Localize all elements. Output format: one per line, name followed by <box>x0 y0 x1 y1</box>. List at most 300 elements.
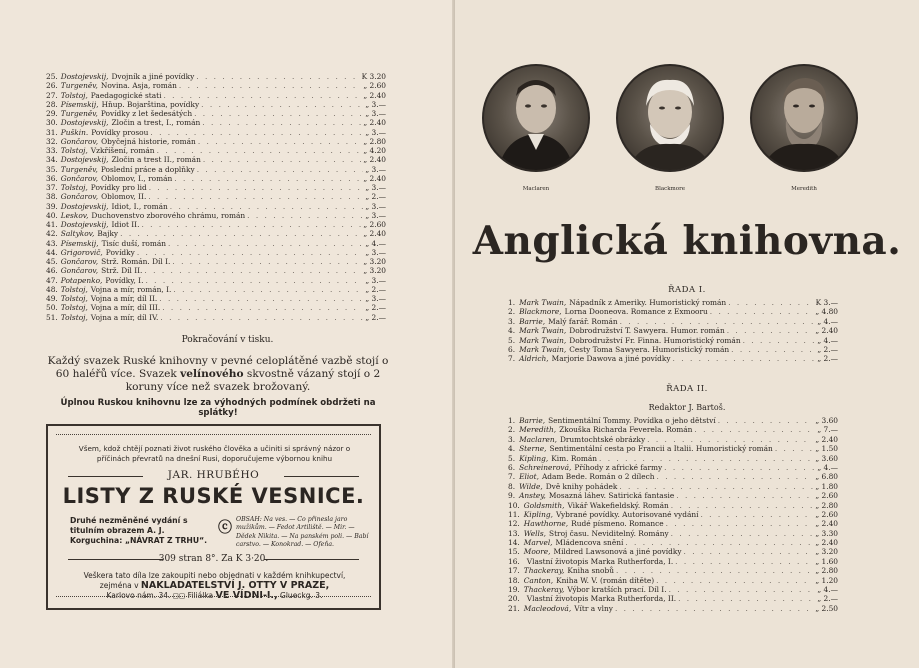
item-author: Dostojevskij, <box>60 72 109 81</box>
leader-dots <box>144 266 361 275</box>
dotted-rule-bottom <box>56 596 371 598</box>
item-number: 39. <box>46 201 58 211</box>
leader-dots <box>599 454 813 463</box>
leader-dots <box>148 192 363 201</box>
item-title: Dobrodružství Fr. Finna. Humoristický román <box>569 335 741 345</box>
item-title: Nápadník z Ameriky. Humoristický román <box>569 298 727 307</box>
item-author: Písemskij, <box>60 238 99 248</box>
item-price: „ 3.— <box>365 183 386 192</box>
item-price: „ 3.— <box>365 210 386 220</box>
item-author: Canton, <box>523 575 554 585</box>
item-title: Vítr a vlny <box>574 603 613 613</box>
leader-dots <box>647 435 813 444</box>
item-number: 2. <box>508 425 516 435</box>
copyright-icon: ⓒ <box>218 520 232 536</box>
series-2-list <box>508 416 838 613</box>
ad-publisher: JAR. HRUBÉHO <box>167 469 260 481</box>
binding-text-2: skvostně vázaný stojí o 2 koruny více než svazek brožovaný. <box>125 368 381 394</box>
item-author: Puškin. <box>60 127 89 137</box>
item-title: Idiot, I., román <box>111 201 168 211</box>
item-author: Grigorovič, <box>60 247 103 257</box>
ad-contents: OBSAH: Na ves. — Co přinesla jaro mužikům. — Fedot Artiliště. — Mir. — Dědek Nikita. — Na panském poli. — Babí carstvo. — Konokrad. — Ofeňa. <box>236 516 369 548</box>
portrait-meredith <box>750 64 858 172</box>
item-author: Tolstoj, <box>60 146 88 155</box>
item-number: 41. <box>46 220 58 229</box>
item-title: Oblomov, II. <box>101 192 147 202</box>
item-number: 3. <box>508 316 516 326</box>
item-number: 50. <box>46 303 58 313</box>
item-price: „ 2.40 <box>363 90 386 100</box>
item-number: 19. <box>508 585 520 595</box>
series-2-editor: Redaktor J. Bartoš. <box>648 403 726 412</box>
item-price: „ 2.40 <box>815 538 838 548</box>
item-number: 31. <box>46 127 58 137</box>
item-author: Mark Twain, <box>519 344 567 354</box>
leader-dots <box>669 585 816 594</box>
item-author: Saltykov, <box>60 229 95 239</box>
item-price: „ 3.30 <box>815 528 838 538</box>
leader-dots <box>671 529 814 538</box>
list-item <box>46 100 386 109</box>
item-number: 7. <box>508 472 516 482</box>
portrait-blackmore <box>616 64 724 172</box>
item-author: Macleodová, <box>523 603 572 613</box>
item-author: Písemskij, <box>60 99 99 109</box>
item-number: 28. <box>46 99 58 109</box>
item-author: Tolstoj, <box>60 303 88 313</box>
item-price: „ 2.80 <box>363 136 386 146</box>
item-author: Gončarov, <box>60 266 99 276</box>
item-number: 51. <box>46 312 58 322</box>
portrait-label-maclaren: Maclaren <box>522 186 550 192</box>
item-price: „ 3.20 <box>363 266 386 276</box>
item-number: 43. <box>46 238 58 248</box>
item-title: Zkouška Richarda Feverela. Román <box>559 425 693 435</box>
leader-dots <box>671 501 814 510</box>
item-price: K 3.20 <box>361 72 386 81</box>
list-item <box>508 594 838 603</box>
portrait-maclaren-image <box>484 66 588 170</box>
item-title: Paedagogické stati <box>90 90 162 100</box>
item-number: 10. <box>508 500 520 510</box>
item-title: Novina. Asja, román <box>100 81 177 91</box>
item-price: „ 2.40 <box>363 118 386 128</box>
item-price: „ 7.— <box>817 425 838 435</box>
item-author: Dostojevskij, <box>60 201 109 211</box>
item-number: 7. <box>508 354 516 364</box>
item-price: „ 3.— <box>365 164 386 174</box>
item-title: Vojna a mír, díl IV. <box>90 312 159 322</box>
item-author: Turgeněv, <box>60 109 98 118</box>
item-author: Turgeněv, <box>60 81 98 91</box>
list-item <box>46 137 386 146</box>
list-item <box>508 538 838 547</box>
portrait-blackmore-image <box>618 66 722 170</box>
item-title: Vojna a mír, román, I. <box>90 284 172 294</box>
list-item <box>46 165 386 174</box>
item-number: 8. <box>508 481 516 491</box>
item-price: „ 2.— <box>817 344 838 354</box>
leader-dots <box>170 202 364 211</box>
item-price: „ 4.— <box>817 462 838 472</box>
leader-dots <box>141 220 361 229</box>
series-1-heading: ŘADA I. <box>668 285 706 295</box>
list-item <box>46 220 386 229</box>
item-title: Obyčejná historie, román <box>101 136 196 146</box>
leader-dots <box>172 257 361 266</box>
item-author: Mark Twain, <box>519 326 567 336</box>
item-title: Rudé písmeno. Romance <box>571 519 664 529</box>
item-author: Kipling, <box>523 509 553 519</box>
leader-dots <box>731 345 815 354</box>
item-author: Barrie, <box>519 416 546 425</box>
item-title: Drumtochtské obrázky <box>559 434 646 444</box>
russian-library-list <box>46 72 386 322</box>
item-price: „ 2.40 <box>815 434 838 444</box>
leader-dots <box>150 128 363 137</box>
item-author: Kipling, <box>519 453 549 463</box>
installment-note: Úplnou Ruskou knihovnu lze za výhodných podmínek obdržeti na splátky! <box>60 398 376 418</box>
item-title: Zločin a trest, I., román <box>111 118 201 128</box>
item-title: Vlastní životopis Marka Rutherforda, II. <box>526 594 677 604</box>
leader-dots <box>149 183 364 192</box>
leader-dots <box>160 313 363 322</box>
item-number: 1. <box>508 298 516 307</box>
item-number: 9. <box>508 491 516 501</box>
item-number: 34. <box>46 155 58 165</box>
item-title: Dvě knihy pohádek <box>545 481 618 491</box>
list-item <box>508 472 838 481</box>
item-author: Tolstoj, <box>60 312 88 322</box>
ad-outro-3: Glueckg. 3. <box>277 591 323 600</box>
item-number: 6. <box>508 462 516 472</box>
list-item <box>46 192 386 201</box>
leader-dots <box>137 248 364 257</box>
item-author: Wilde, <box>519 481 543 491</box>
leader-dots <box>247 211 363 220</box>
item-title: Vzkříšení, román <box>90 146 155 155</box>
item-title: Lorna Dooneova. Romance z Exmooru <box>564 307 708 317</box>
item-author: Meredith, <box>519 425 557 435</box>
item-author: Sterne, <box>519 444 547 454</box>
item-price: „ 2.40 <box>815 519 838 529</box>
leader-dots <box>120 229 361 238</box>
leader-dots <box>196 72 359 81</box>
leader-dots <box>694 425 815 434</box>
left-page <box>0 0 455 668</box>
item-author: Tolstoj, <box>60 284 88 294</box>
leader-dots <box>678 594 815 603</box>
item-number: 35. <box>46 164 58 174</box>
leader-dots <box>203 155 362 164</box>
leader-dots <box>700 510 813 519</box>
item-title: Strž. Díl II. <box>101 266 143 276</box>
item-price: „ 2.— <box>365 312 386 322</box>
item-number: 26. <box>46 81 58 91</box>
leader-dots <box>728 298 813 307</box>
list-item <box>46 118 386 127</box>
item-title: Mosazná láhev. Satirická fantasie <box>548 491 675 501</box>
item-price: „ 2.60 <box>363 220 386 229</box>
list-item <box>508 557 838 566</box>
leader-dots <box>620 317 816 326</box>
item-price: „ 2.— <box>365 192 386 202</box>
item-number: 1. <box>508 416 516 425</box>
list-item <box>508 354 838 363</box>
item-author: Dostojevskij, <box>60 118 109 128</box>
item-title: Vojna a mír, díl II. <box>90 294 158 303</box>
item-number: 14. <box>508 538 520 548</box>
item-author: Moore, <box>523 547 551 557</box>
item-title: Kniha W. V. (román dítěte) <box>556 575 655 585</box>
item-number: 2. <box>508 307 516 317</box>
portrait-label-blackmore: Blackmore <box>655 186 685 192</box>
item-title: Kniha snobů <box>567 566 614 576</box>
item-price: „ 2.50 <box>815 603 838 613</box>
item-number: 30. <box>46 118 58 128</box>
item-author: Tolstoj, <box>60 183 88 192</box>
list-item <box>46 183 386 192</box>
item-number: 48. <box>46 284 58 294</box>
list-item <box>46 276 386 285</box>
item-price: „ 1.50 <box>815 444 838 454</box>
portrait-meredith-image <box>752 66 856 170</box>
ad-intro: Všem, kdož chtějí poznati život ruského člověka a učiniti si správný názor o příčinách převratů na dnešní Rusi, doporučujeme výbornou knihu <box>78 444 351 463</box>
item-number: 33. <box>46 146 58 155</box>
leader-dots <box>619 482 813 491</box>
leader-dots <box>656 576 813 585</box>
item-author: Mark Twain, <box>519 298 567 307</box>
list-item <box>508 454 838 463</box>
list-item <box>508 326 838 335</box>
list-item <box>46 239 386 248</box>
item-number: 18. <box>508 575 520 585</box>
list-item <box>508 345 838 354</box>
list-item <box>508 307 838 316</box>
leader-dots <box>168 239 363 248</box>
leader-dots <box>202 118 361 127</box>
list-item <box>508 425 838 434</box>
item-number: 47. <box>46 275 58 285</box>
list-item <box>46 266 386 275</box>
leader-dots <box>174 174 361 183</box>
item-title: Povídky z let šedesátých <box>100 109 193 118</box>
item-title: Příhody z africké farmy <box>574 462 663 472</box>
item-author: Eliot, <box>519 472 539 482</box>
list-item <box>46 174 386 183</box>
leader-dots <box>157 146 362 155</box>
item-price: „ 2.40 <box>815 326 838 336</box>
ad-outro-1: Veškera tato díla lze zakoupiti nebo objednati v každém knihkupectví, zejména v <box>83 571 346 590</box>
item-price: „ 4.80 <box>815 307 838 317</box>
item-number: 32. <box>46 136 58 146</box>
page-title: Anglická knihovna. <box>472 218 902 264</box>
item-price: „ 2.80 <box>815 500 838 510</box>
item-number: 36. <box>46 173 58 183</box>
list-item <box>508 510 838 519</box>
item-title: Výbor kratších prací. Díl I. <box>567 585 667 595</box>
item-title: Dobrodružství T. Sawyera. Humor. román <box>569 326 725 336</box>
list-item <box>46 257 386 266</box>
item-number: 4. <box>508 444 516 454</box>
book-advertisement <box>46 424 381 610</box>
item-title: Kim. Román <box>551 453 598 463</box>
item-price: „ 1.80 <box>815 481 838 491</box>
item-price: „ 1.20 <box>815 575 838 585</box>
item-title: Adam Bede. Román o 2 dílech <box>541 472 655 482</box>
item-title: Povídky prosou <box>91 127 149 137</box>
list-item <box>46 146 386 155</box>
list-item <box>46 128 386 137</box>
item-price: „ 2.— <box>817 594 838 604</box>
item-title: Dvojník a jiné povídky <box>111 72 195 81</box>
leader-dots <box>743 336 816 345</box>
item-title: Vybrané povídky. Autorisované vydání <box>555 509 699 519</box>
item-author: Turgeněv, <box>60 164 98 174</box>
list-item <box>46 155 386 164</box>
item-title: Oblomov, I., román <box>101 173 173 183</box>
item-author: Dostojevskij, <box>60 155 109 165</box>
item-title: Strž. Román. Díl I. <box>101 257 171 266</box>
list-item <box>46 294 386 303</box>
binding-text-1: Každý svazek Ruské knihovny v pevné celoplátěné vazbě stojí o 60 haléřů více. Svazek <box>47 355 389 381</box>
item-number: 29. <box>46 109 58 118</box>
list-item <box>46 285 386 294</box>
item-author: Gončarov, <box>60 173 99 183</box>
item-price: „ 3.20 <box>363 257 386 266</box>
portrait-maclaren <box>482 64 590 172</box>
item-title: Stroj času. Neviditelný. Romány <box>549 528 669 538</box>
ad-outro-2: Karlovo nám. 34. ◻◻ Filiálka <box>106 591 214 600</box>
item-title: Marjorie Dawova a jiné povídky <box>551 354 671 364</box>
list-item <box>508 529 838 538</box>
item-price: „ 4.— <box>817 585 838 595</box>
item-author: Mark Twain, <box>519 335 567 345</box>
series-1-list <box>508 298 838 364</box>
item-number: 44. <box>46 247 58 257</box>
item-title: Hňup. Bojarština, povídky <box>101 99 200 109</box>
item-number: 5. <box>508 335 516 345</box>
leader-dots <box>676 491 813 500</box>
list-item <box>46 211 386 220</box>
leader-dots <box>163 91 361 100</box>
item-title: Cesty Toma Sawyera. Humoristický román <box>569 344 730 354</box>
leader-dots <box>173 285 363 294</box>
item-author: Tolstoj, <box>60 294 88 303</box>
item-number: 6. <box>508 344 516 354</box>
item-number: 49. <box>46 294 58 303</box>
item-author: Schreinerová, <box>519 462 572 472</box>
item-author: Marvel, <box>523 538 553 548</box>
item-title: Duchovenstvo zborového chrámu, román <box>91 210 246 220</box>
leader-dots <box>625 538 813 547</box>
item-author: Aldrich, <box>519 354 549 364</box>
leader-dots <box>145 276 363 285</box>
list-item <box>508 566 838 575</box>
dotted-rule-top <box>56 434 371 436</box>
item-number: 5. <box>508 453 516 463</box>
portrait-label-meredith: Meredith <box>791 186 817 192</box>
item-number: 4. <box>508 326 516 336</box>
item-number: 12. <box>508 519 520 529</box>
item-title: Povídky <box>105 247 135 257</box>
list-item <box>508 482 838 491</box>
item-author: Thackeray, <box>523 566 565 576</box>
leader-dots <box>727 326 814 335</box>
item-number: 20. <box>508 594 520 604</box>
item-title: Tisíc duší, román <box>101 238 167 248</box>
item-author: Thackeray, <box>523 585 565 595</box>
ad-outro-branch: VE VÍDNI-I., <box>215 590 278 601</box>
item-title: Bajky <box>97 229 119 239</box>
list-item <box>508 501 838 510</box>
item-price: „ 3.20 <box>815 547 838 557</box>
item-title: Poslední práce a doplňky <box>100 164 195 174</box>
item-number: 21. <box>508 603 520 613</box>
item-author: Gončarov, <box>60 192 99 202</box>
item-title: Vlastní životopis Marka Rutherforda, I. <box>526 556 674 566</box>
item-price: „ 2.40 <box>363 155 386 165</box>
item-number: 13. <box>508 528 520 538</box>
item-price: „ 1.60 <box>815 556 838 566</box>
leader-dots <box>675 557 813 566</box>
item-price: „ 2.60 <box>815 509 838 519</box>
item-author: Barrie, <box>519 316 546 326</box>
list-item <box>508 336 838 345</box>
item-number: 27. <box>46 90 58 100</box>
item-title: Vikář Wakefieldský. Román <box>567 500 669 510</box>
list-item <box>46 81 386 90</box>
item-author: Wells, <box>523 528 547 538</box>
list-item <box>508 491 838 500</box>
leader-dots <box>664 463 815 472</box>
list-item <box>46 91 386 100</box>
item-number: 40. <box>46 210 58 220</box>
leader-dots <box>718 416 814 425</box>
item-price: „ 4.20 <box>363 146 386 155</box>
list-item <box>508 547 838 556</box>
list-item <box>46 109 386 118</box>
list-item <box>508 298 838 307</box>
item-number: 42. <box>46 229 58 239</box>
item-title: Povídky, I. <box>105 275 144 285</box>
leader-dots <box>201 100 363 109</box>
item-author: Hawthorne, <box>523 519 569 529</box>
item-title: Malý farář. Román <box>548 316 618 326</box>
list-item <box>508 463 838 472</box>
list-item <box>46 248 386 257</box>
list-item <box>46 202 386 211</box>
item-number: 11. <box>508 509 520 519</box>
item-number: 38. <box>46 192 58 202</box>
leader-dots <box>673 354 816 363</box>
item-price: „ 2.80 <box>815 566 838 576</box>
leader-dots <box>162 303 363 312</box>
item-number: 3. <box>508 434 516 444</box>
list-item <box>46 303 386 312</box>
item-author: Blackmore, <box>519 307 562 317</box>
list-item <box>508 435 838 444</box>
item-price: „ 3.60 <box>815 416 838 425</box>
item-price: „ 2.40 <box>363 229 386 239</box>
leader-dots <box>197 165 364 174</box>
list-item <box>46 229 386 238</box>
item-price: „ 2.40 <box>363 173 386 183</box>
item-price: „ 2.— <box>817 354 838 364</box>
leader-dots <box>684 547 814 556</box>
item-author: Maclaren, <box>519 434 557 444</box>
item-price: „ 4.— <box>817 335 838 345</box>
